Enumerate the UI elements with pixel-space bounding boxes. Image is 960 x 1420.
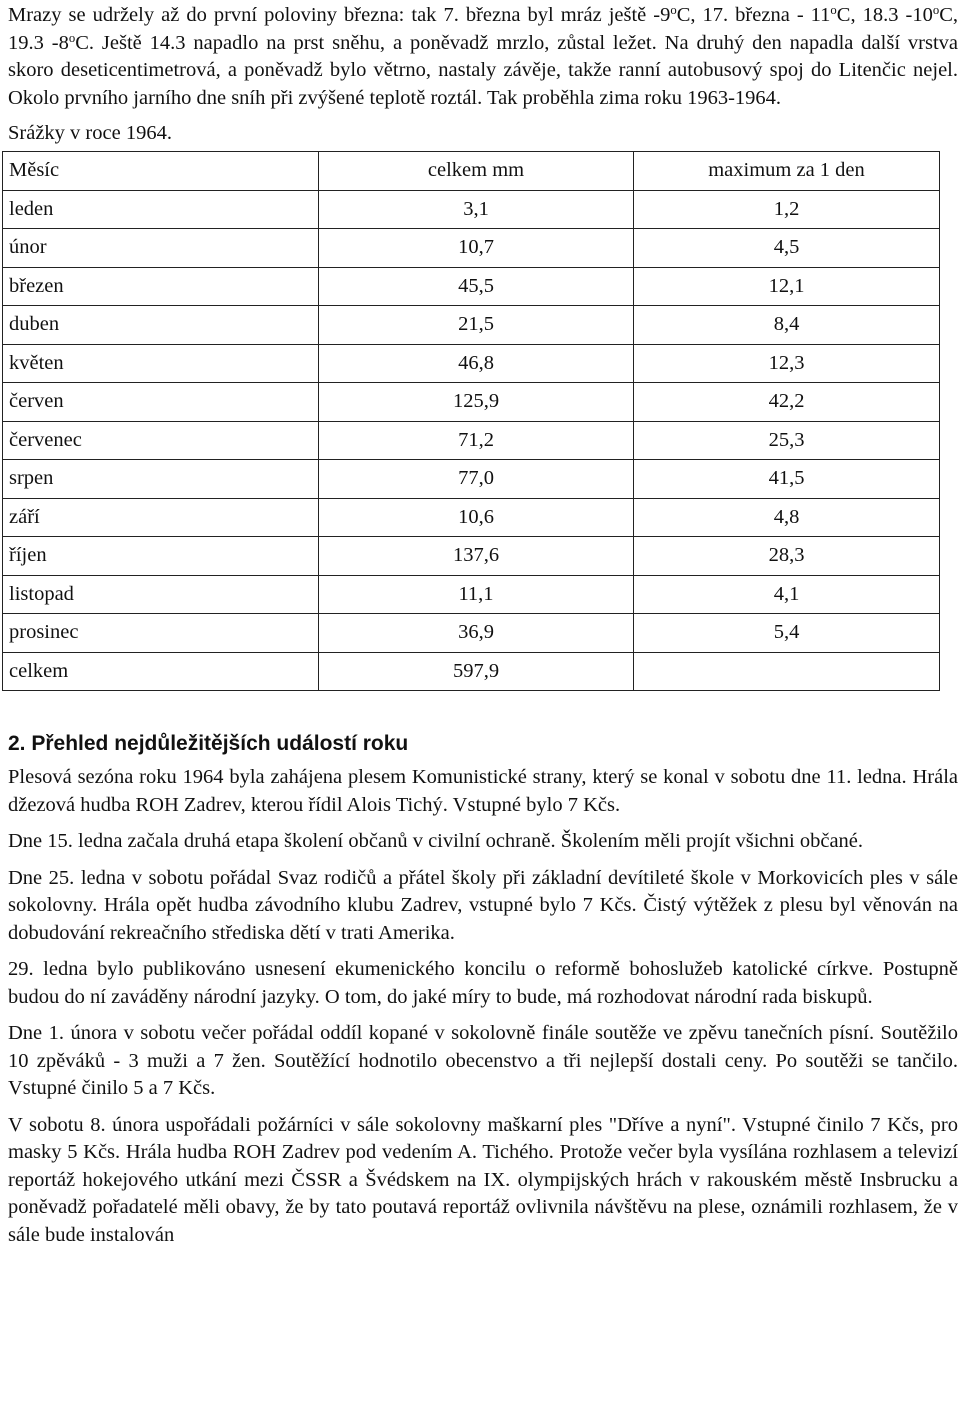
header-total: celkem mm xyxy=(319,152,634,191)
cell-month: srpen xyxy=(3,460,319,499)
table-row xyxy=(3,652,940,691)
table-header-row xyxy=(3,152,940,191)
event-paragraph: Dne 1. února v sobotu večer pořádal oddíl kopané v sokolovně finále soutěže ve zpěvu tanečních písní. Soutěžilo 10 zpěváků - 3 muži a 7 žen. Soutěžící hodnotilo obecenstvo a tři nejlepší dostali ceny. Po soutěži se tančilo. Vstupné činilo 5 a 7 Kčs. xyxy=(8,1022,958,1099)
degree-mark: o xyxy=(670,3,677,18)
event-paragraph: Dne 15. ledna začala druhá etapa školení občanů v civilní ochraně. Školením měli projít všichni občané. xyxy=(8,830,864,852)
table-row xyxy=(3,229,940,268)
cell-max: 1,2 xyxy=(634,190,940,229)
table-row xyxy=(3,306,940,345)
cell-max: 12,3 xyxy=(634,344,940,383)
table-row xyxy=(3,498,940,537)
cell-total: 125,9 xyxy=(319,383,634,422)
cell-month: září xyxy=(3,498,319,537)
cell-month: duben xyxy=(3,306,319,345)
cell-max: 25,3 xyxy=(634,421,940,460)
header-max: maximum za 1 den xyxy=(634,152,940,191)
cell-month: červenec xyxy=(3,421,319,460)
cell-total: 10,7 xyxy=(319,229,634,268)
event-paragraph: 29. ledna bylo publikováno usnesení ekumenického koncilu o reformě bohoslužeb katolické církve. Postupně budou do ní zaváděny národní jazyky. O tom, do jaké míry to bude, má rozhodovat národní rada biskupů. xyxy=(8,958,958,1008)
intro-text-4: C, 19.3 -8 xyxy=(8,4,958,54)
section-heading: 2. Přehled nejdůležitějších událostí roku xyxy=(8,732,409,755)
cell-total: 3,1 xyxy=(319,190,634,229)
table-row xyxy=(3,383,940,422)
cell-total: 137,6 xyxy=(319,537,634,576)
event-paragraph: Plesová sezóna roku 1964 byla zahájena plesem Komunistické strany, který se konal v sobotu dne 11. ledna. Hrála džezová hudba ROH Zadrev, kterou řídil Alois Tichý. Vstupné bylo 7 Kčs. xyxy=(8,766,958,816)
precipitation-table xyxy=(2,151,940,691)
cell-max: 28,3 xyxy=(634,537,940,576)
events-list xyxy=(8,764,958,1249)
degree-mark: o xyxy=(932,3,940,18)
cell-month: červen xyxy=(3,383,319,422)
intro-paragraph xyxy=(8,2,958,112)
degree-mark: o xyxy=(830,3,837,18)
table-row xyxy=(3,575,940,614)
table-row xyxy=(3,537,940,576)
cell-month: celkem xyxy=(3,652,319,691)
cell-max xyxy=(634,652,940,691)
cell-month: leden xyxy=(3,190,319,229)
intro-text-2: C, 17. března - 11 xyxy=(676,4,831,26)
event-paragraph: V sobotu 8. února uspořádali požárníci v sále sokolovny maškarní ples "Dříve a nyní". Vstupné činilo 7 Kčs, pro masky 5 Kčs. Hrála hudba ROH Zadrev pod vedením A. Tichého. Protože večer byla vysílána rozhlasem a televizí reportáž hokejového utkání mezi ČSSR a Švédskem na IX. olympijských hrách v rakouském městě Insbrucku a poněvadž pořadatelé měli obavy, že by tato poutavá reportáž ovlivnila návštěvu na plese, oznámili rozhlasem, že v sále bude instalován xyxy=(8,1113,958,1246)
cell-max: 12,1 xyxy=(634,267,940,306)
header-month: Měsíc xyxy=(3,152,319,191)
table-row xyxy=(3,421,940,460)
table-row xyxy=(3,267,940,306)
degree-mark: o xyxy=(68,30,76,45)
table-row xyxy=(3,460,940,499)
cell-max: 8,4 xyxy=(634,306,940,345)
cell-total: 597,9 xyxy=(319,652,634,691)
intro-text-1: Mrazy se udržely až do první poloviny března: tak 7. března byl mráz ještě -9 xyxy=(8,4,671,26)
cell-max: 5,4 xyxy=(634,614,940,653)
cell-total: 21,5 xyxy=(319,306,634,345)
cell-total: 71,2 xyxy=(319,421,634,460)
cell-max: 4,5 xyxy=(634,229,940,268)
table-row xyxy=(3,614,940,653)
cell-total: 77,0 xyxy=(319,460,634,499)
cell-total: 45,5 xyxy=(319,267,634,306)
cell-total: 36,9 xyxy=(319,614,634,653)
cell-max: 42,2 xyxy=(634,383,940,422)
cell-max: 4,1 xyxy=(634,575,940,614)
table-row xyxy=(3,344,940,383)
intro-text-3: C, 18.3 -10 xyxy=(836,4,933,26)
document-page xyxy=(8,2,958,1258)
cell-total: 46,8 xyxy=(319,344,634,383)
precipitation-title: Srážky v roce 1964. xyxy=(8,122,172,144)
cell-month: listopad xyxy=(3,575,319,614)
cell-month: květen xyxy=(3,344,319,383)
cell-total: 10,6 xyxy=(319,498,634,537)
cell-month: březen xyxy=(3,267,319,306)
cell-month: únor xyxy=(3,229,319,268)
intro-text-5: C. Ještě 14.3 napadlo na prst sněhu, a poněvadž mrzlo, zůstal ležet. Na druhý den napadla další vrstva skoro deseticentimetrová, a poněvadž bylo větrno, nastaly závěje, takže ranní autobusový spoj do Litenčic nejel. Okolo prvního jarního dne sníh při zvýšené teplotě roztál. Tak proběhla zima roku 1963-1964. xyxy=(8,31,959,109)
cell-month: prosinec xyxy=(3,614,319,653)
cell-total: 11,1 xyxy=(319,575,634,614)
table-row xyxy=(3,190,940,229)
cell-month: říjen xyxy=(3,537,319,576)
cell-max: 41,5 xyxy=(634,460,940,499)
event-paragraph: Dne 25. ledna v sobotu pořádal Svaz rodičů a přátel školy při základní devítileté škole v Morkovicích ples v sále sokolovny. Hrála opět hudba závodního klubu Zadrev, vstupné bylo 7 Kčs. Čistý výtěžek z plesu byl věnován na dobudování rekreačního střediska dětí v trati Amerika. xyxy=(8,866,958,944)
cell-max: 4,8 xyxy=(634,498,940,537)
